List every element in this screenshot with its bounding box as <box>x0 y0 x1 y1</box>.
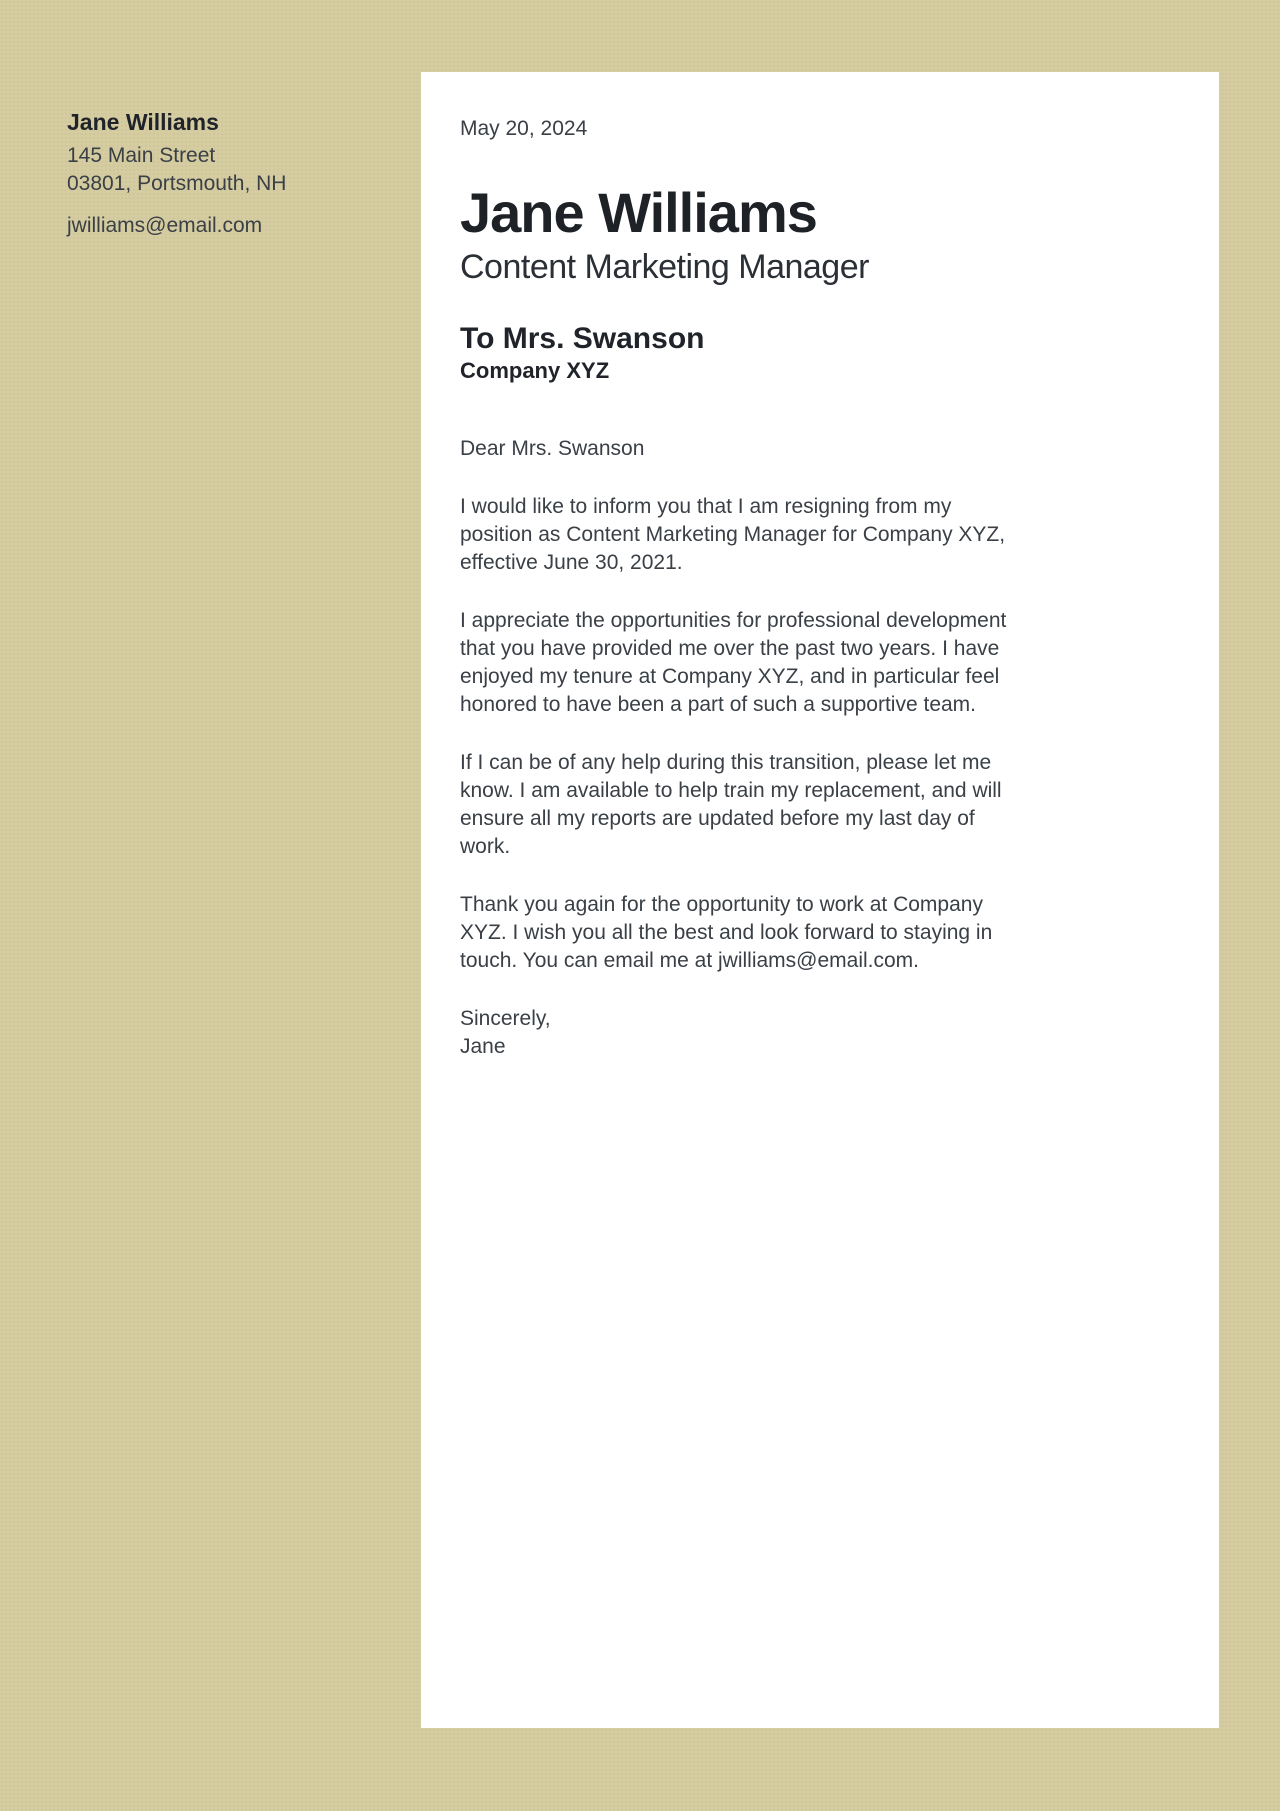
letter-paragraph-4: Thank you again for the opportunity to work at Company XYZ. I wish you all the best and look forward to staying in touch. You can email me at jwilliams@email.com. <box>460 893 993 972</box>
sender-address-line2: 03801, Portsmouth, NH <box>67 172 287 195</box>
letter-paragraph-2: I appreciate the opportunities for professional development that you have provided me over the past two years. I have enjoyed my tenure at Company XYZ, and in particular feel honored to have been a part of such a supportive team. <box>460 609 1007 716</box>
recipient-block <box>460 321 1029 385</box>
sender-address-line1: 145 Main Street <box>67 144 216 167</box>
letter-sheet <box>421 72 1219 1728</box>
letter-content <box>421 115 1219 1061</box>
letter-author-job-title: Content Marketing Manager <box>460 248 869 286</box>
letter-author-name: Jane Williams <box>460 181 817 244</box>
sender-email: jwilliams@email.com <box>67 214 263 237</box>
letter-paragraph-1: I would like to inform you that I am resigning from my position as Content Marketing Manager for Company XYZ, effective June 30, 2021. <box>460 495 1006 574</box>
sender-address <box>67 142 397 198</box>
recipient-name: To Mrs. Swanson <box>460 322 705 355</box>
recipient-company: Company XYZ <box>460 358 610 383</box>
letter-paragraph-3: If I can be of any help during this transition, please let me know. I am available to help train my replacement, and will ensure all my reports are updated before my last day of work. <box>460 751 1002 858</box>
signature: Jane <box>460 1035 506 1058</box>
letter-date: May 20, 2024 <box>460 117 588 140</box>
closing-block <box>460 1005 1029 1061</box>
salutation: Dear Mrs. Swanson <box>460 437 645 460</box>
sender-info <box>67 108 397 240</box>
sender-name: Jane Williams <box>67 109 219 135</box>
closing-word: Sincerely, <box>460 1007 551 1030</box>
